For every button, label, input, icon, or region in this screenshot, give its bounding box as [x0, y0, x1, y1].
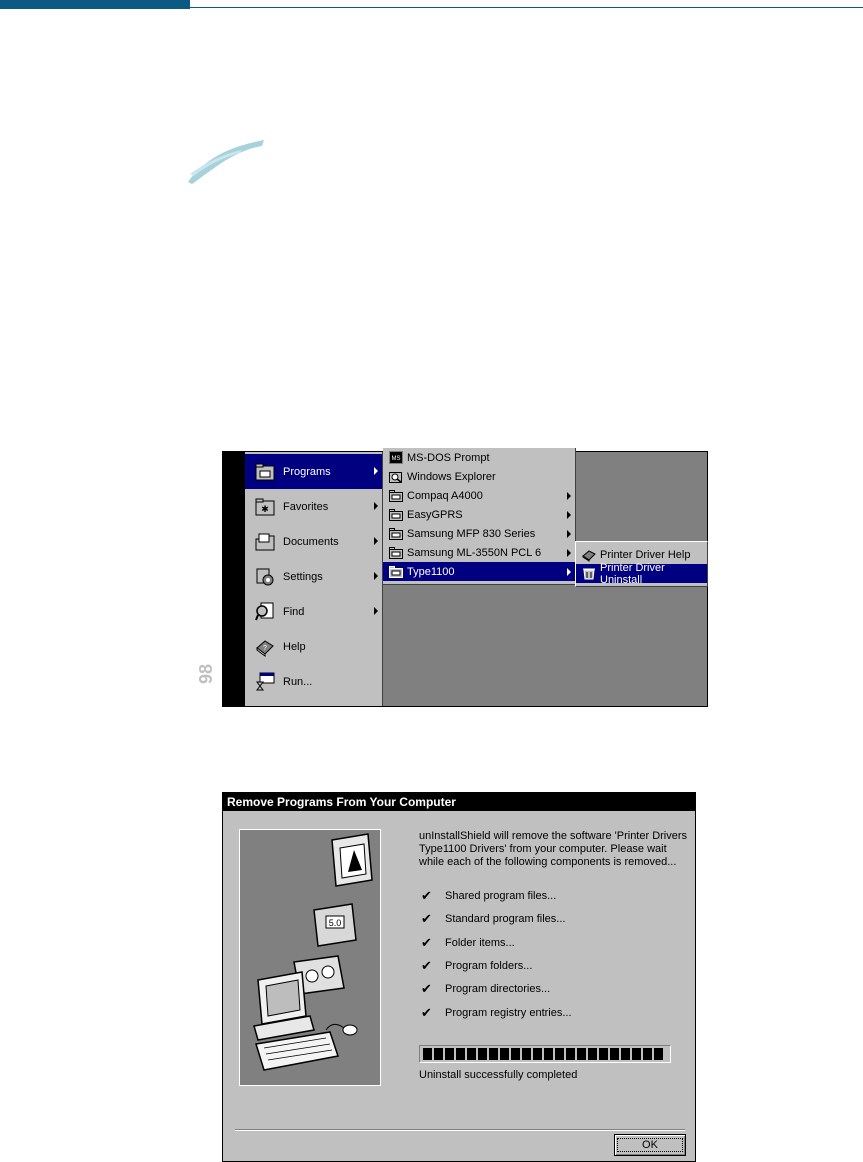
programs-item-label: EasyGPRS	[407, 508, 463, 521]
component-program-registry-entries	[421, 1006, 572, 1020]
submenu-item-label: Printer Driver Help	[600, 548, 691, 561]
start-menu-item-settings[interactable]	[245, 559, 382, 594]
progress-block	[489, 1048, 498, 1060]
programs-item-samsung-ml-3550n[interactable]	[383, 543, 575, 562]
component-label: Program registry entries...	[445, 1007, 572, 1019]
progress-block	[511, 1048, 520, 1060]
msdos-icon	[389, 451, 403, 465]
progress-block	[467, 1048, 476, 1060]
start-menu-label: Settings	[283, 570, 323, 583]
checkmark-icon: ✔	[421, 911, 432, 926]
progress-block	[588, 1048, 597, 1060]
component-program-folders	[421, 959, 532, 973]
progress-block	[555, 1048, 564, 1060]
computer-illustration-icon	[240, 830, 380, 1085]
submenu-arrow-icon	[374, 572, 378, 580]
header-accent-bar	[0, 0, 190, 9]
settings-icon	[254, 566, 276, 588]
submenu-arrow-icon	[567, 492, 571, 500]
ok-button-label: OK	[617, 1138, 683, 1152]
programs-item-label: Type1100	[407, 565, 455, 578]
programs-item-compaq-a4000[interactable]	[383, 486, 575, 505]
progress-block	[643, 1048, 652, 1060]
program-group-icon	[389, 546, 403, 560]
uninstall-icon	[582, 567, 596, 581]
dialog-title: Remove Programs From Your Computer	[223, 793, 695, 811]
progress-block	[621, 1048, 630, 1060]
type1100-submenu	[575, 541, 708, 587]
start-menu-item-programs[interactable]	[245, 454, 382, 489]
uninstall-progress-bar	[419, 1045, 671, 1063]
programs-item-label: Samsung ML-3550N PCL 6	[407, 546, 542, 559]
programs-item-easygprs[interactable]	[383, 505, 575, 524]
checkmark-icon: ✔	[421, 935, 432, 950]
checkmark-icon: ✔	[421, 958, 432, 973]
submenu-item-printer-driver-uninstall[interactable]	[576, 561, 707, 586]
progress-block	[599, 1048, 608, 1060]
programs-item-label: MS-DOS Prompt	[407, 451, 490, 464]
submenu-arrow-icon	[374, 467, 378, 475]
checkmark-icon: ✔	[421, 1005, 432, 1020]
programs-item-label: Samsung MFP 830 Series	[407, 527, 536, 540]
start-menu-item-documents[interactable]	[245, 524, 382, 559]
progress-blocks	[423, 1048, 663, 1060]
progress-block	[533, 1048, 542, 1060]
dialog-description: unInstallShield will remove the software 'Printer Drivers Type1100 Drivers' from your computer. Please wait while each of the following components is removed...	[419, 830, 688, 868]
programs-item-type1100[interactable]	[383, 562, 575, 581]
start-menu-label: Find	[283, 605, 305, 618]
programs-item-samsung-mfp-830[interactable]	[383, 524, 575, 543]
help-book-icon	[254, 636, 276, 658]
progress-block	[610, 1048, 619, 1060]
ok-button[interactable]	[614, 1134, 686, 1156]
component-label: Program folders...	[445, 960, 533, 972]
component-standard-program-files	[421, 912, 565, 926]
progress-block	[445, 1048, 454, 1060]
svg-text:?: ?	[263, 644, 267, 652]
uninstall-dialog	[222, 792, 696, 1162]
windows98-banner	[196, 452, 245, 706]
uninstall-status-text: Uninstall successfully completed	[419, 1069, 578, 1081]
find-icon	[254, 601, 276, 623]
start-menu-item-find[interactable]	[245, 594, 382, 629]
checkmark-icon: ✔	[421, 888, 432, 903]
header-rule	[190, 7, 863, 8]
component-program-directories	[421, 982, 550, 996]
start-menu-label: Documents	[283, 535, 339, 548]
program-group-icon	[389, 565, 403, 579]
submenu-arrow-icon	[374, 502, 378, 510]
progress-block	[423, 1048, 432, 1060]
run-icon	[254, 671, 276, 693]
brush-stroke-icon	[182, 134, 266, 186]
progress-block	[434, 1048, 443, 1060]
submenu-arrow-icon	[567, 511, 571, 519]
progress-block	[577, 1048, 586, 1060]
progress-block	[522, 1048, 531, 1060]
programs-item-label: Compaq A4000	[407, 489, 483, 502]
svg-text:✱: ✱	[261, 503, 269, 514]
program-group-icon	[389, 508, 403, 522]
help-book-icon	[582, 548, 596, 562]
progress-block	[544, 1048, 553, 1060]
submenu-arrow-icon	[567, 530, 571, 538]
start-menu-screenshot	[196, 451, 708, 707]
programs-item-msdos-prompt[interactable]	[383, 448, 575, 467]
start-menu-label: Programs	[283, 465, 331, 478]
program-group-icon	[389, 527, 403, 541]
checkmark-icon: ✔	[421, 981, 432, 996]
svg-text:MS: MS	[391, 456, 401, 462]
start-menu-label: Help	[283, 640, 306, 653]
programs-menu	[383, 448, 576, 585]
submenu-arrow-icon	[567, 568, 571, 576]
programs-item-windows-explorer[interactable]	[383, 467, 575, 486]
start-menu-item-help[interactable]	[245, 629, 382, 664]
start-menu-label: Run...	[283, 675, 313, 688]
component-label: Folder items...	[445, 937, 515, 949]
component-label: Standard program files...	[445, 913, 566, 925]
component-folder-items	[421, 936, 515, 950]
documents-folder-icon	[254, 531, 276, 553]
component-label: Shared program files...	[445, 890, 557, 902]
start-menu-item-run[interactable]	[245, 664, 382, 699]
submenu-arrow-icon	[374, 607, 378, 615]
progress-block	[500, 1048, 509, 1060]
submenu-arrow-icon	[567, 549, 571, 557]
programs-item-label: Windows Explorer	[407, 470, 496, 483]
banner-text: 98	[196, 663, 216, 684]
component-shared-program-files	[421, 889, 556, 903]
dialog-divider	[235, 1129, 685, 1131]
progress-block	[566, 1048, 575, 1060]
program-group-icon	[389, 489, 403, 503]
component-label: Program directories...	[445, 983, 551, 995]
progress-block	[632, 1048, 641, 1060]
favorites-folder-icon	[254, 496, 276, 518]
start-menu-item-favorites[interactable]	[245, 489, 382, 524]
progress-block	[654, 1048, 663, 1060]
explorer-icon	[389, 470, 403, 484]
submenu-item-label: Printer Driver Uninstall	[600, 561, 665, 586]
start-menu-label: Favorites	[283, 500, 329, 513]
svg-text:5.0: 5.0	[328, 918, 342, 928]
start-menu	[245, 452, 383, 706]
programs-folder-icon	[254, 461, 276, 483]
submenu-arrow-icon	[374, 537, 378, 545]
progress-block	[478, 1048, 487, 1060]
progress-block	[456, 1048, 465, 1060]
uninstall-illustration	[239, 829, 381, 1086]
